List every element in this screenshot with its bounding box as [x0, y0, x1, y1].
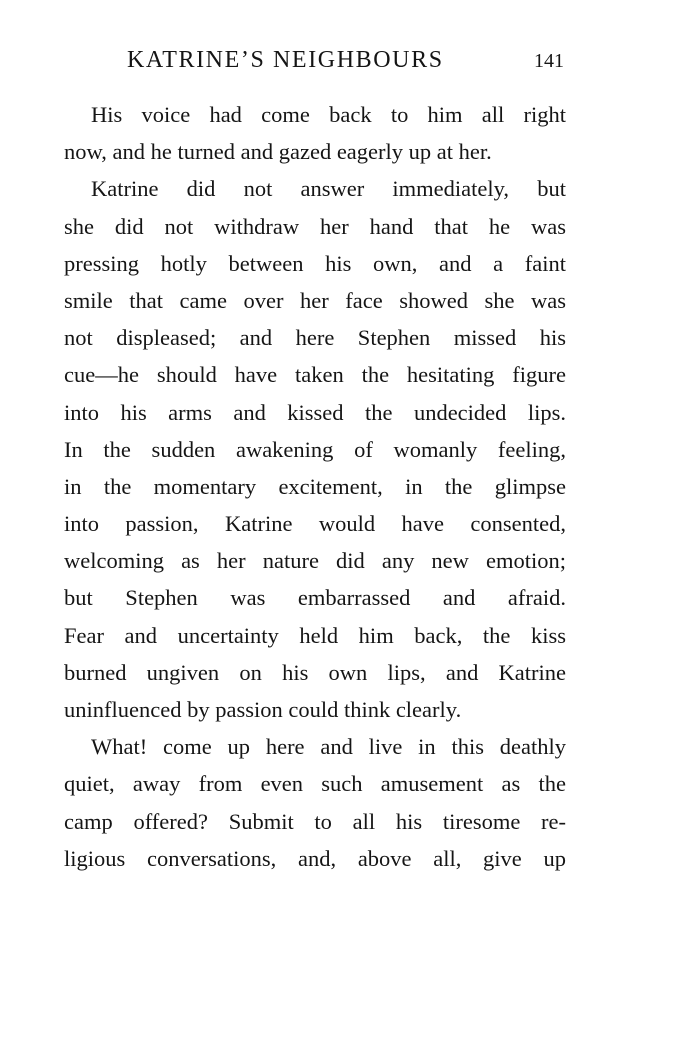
- text-line: Katrine did not answer immediately, but: [91, 176, 566, 202]
- text-line: pressing hotly between his own, and a faint: [64, 250, 566, 276]
- text-line: camp offered? Submit to all his tiresome re-: [64, 808, 566, 834]
- paragraph: [64, 728, 566, 877]
- text-line: What! come up here and live in this deathly: [91, 734, 566, 760]
- paragraph: [64, 170, 566, 728]
- text-line: into his arms and kissed the undecided lips.: [64, 399, 566, 425]
- running-title: KATRINE’S NEIGHBOURS: [127, 47, 444, 73]
- text-line: smile that came over her face showed she was: [64, 287, 566, 313]
- text-line: In the sudden awakening of womanly feeling,: [64, 436, 566, 462]
- text-line: now, and he turned and gazed eagerly up at her.: [64, 139, 492, 165]
- page-number: 141: [534, 50, 564, 72]
- text-line: in the momentary excitement, in the glimpse: [64, 473, 566, 499]
- running-head: [64, 47, 566, 81]
- text-line: quiet, away from even such amusement as the: [64, 771, 566, 797]
- text-line: she did not withdraw her hand that he was: [64, 213, 566, 239]
- text-line: uninfluenced by passion could think clearly.: [64, 697, 462, 722]
- text-line: not displeased; and here Stephen missed his: [64, 325, 566, 351]
- text-line: burned ungiven on his own lips, and Katrine: [64, 659, 566, 685]
- text-line: His voice had come back to him all right: [91, 102, 566, 127]
- text-line: but Stephen was embarrassed and afraid.: [64, 585, 566, 611]
- text-line: into passion, Katrine would have consented,: [64, 511, 566, 537]
- paragraph: [64, 96, 566, 170]
- body-text: [64, 96, 566, 877]
- text-line: Fear and uncertainty held him back, the kiss: [64, 622, 566, 648]
- text-line: ligious conversations, and, above all, give up: [64, 845, 566, 871]
- text-line: cue—he should have taken the hesitating figure: [64, 362, 566, 388]
- text-line: welcoming as her nature did any new emotion;: [64, 548, 566, 574]
